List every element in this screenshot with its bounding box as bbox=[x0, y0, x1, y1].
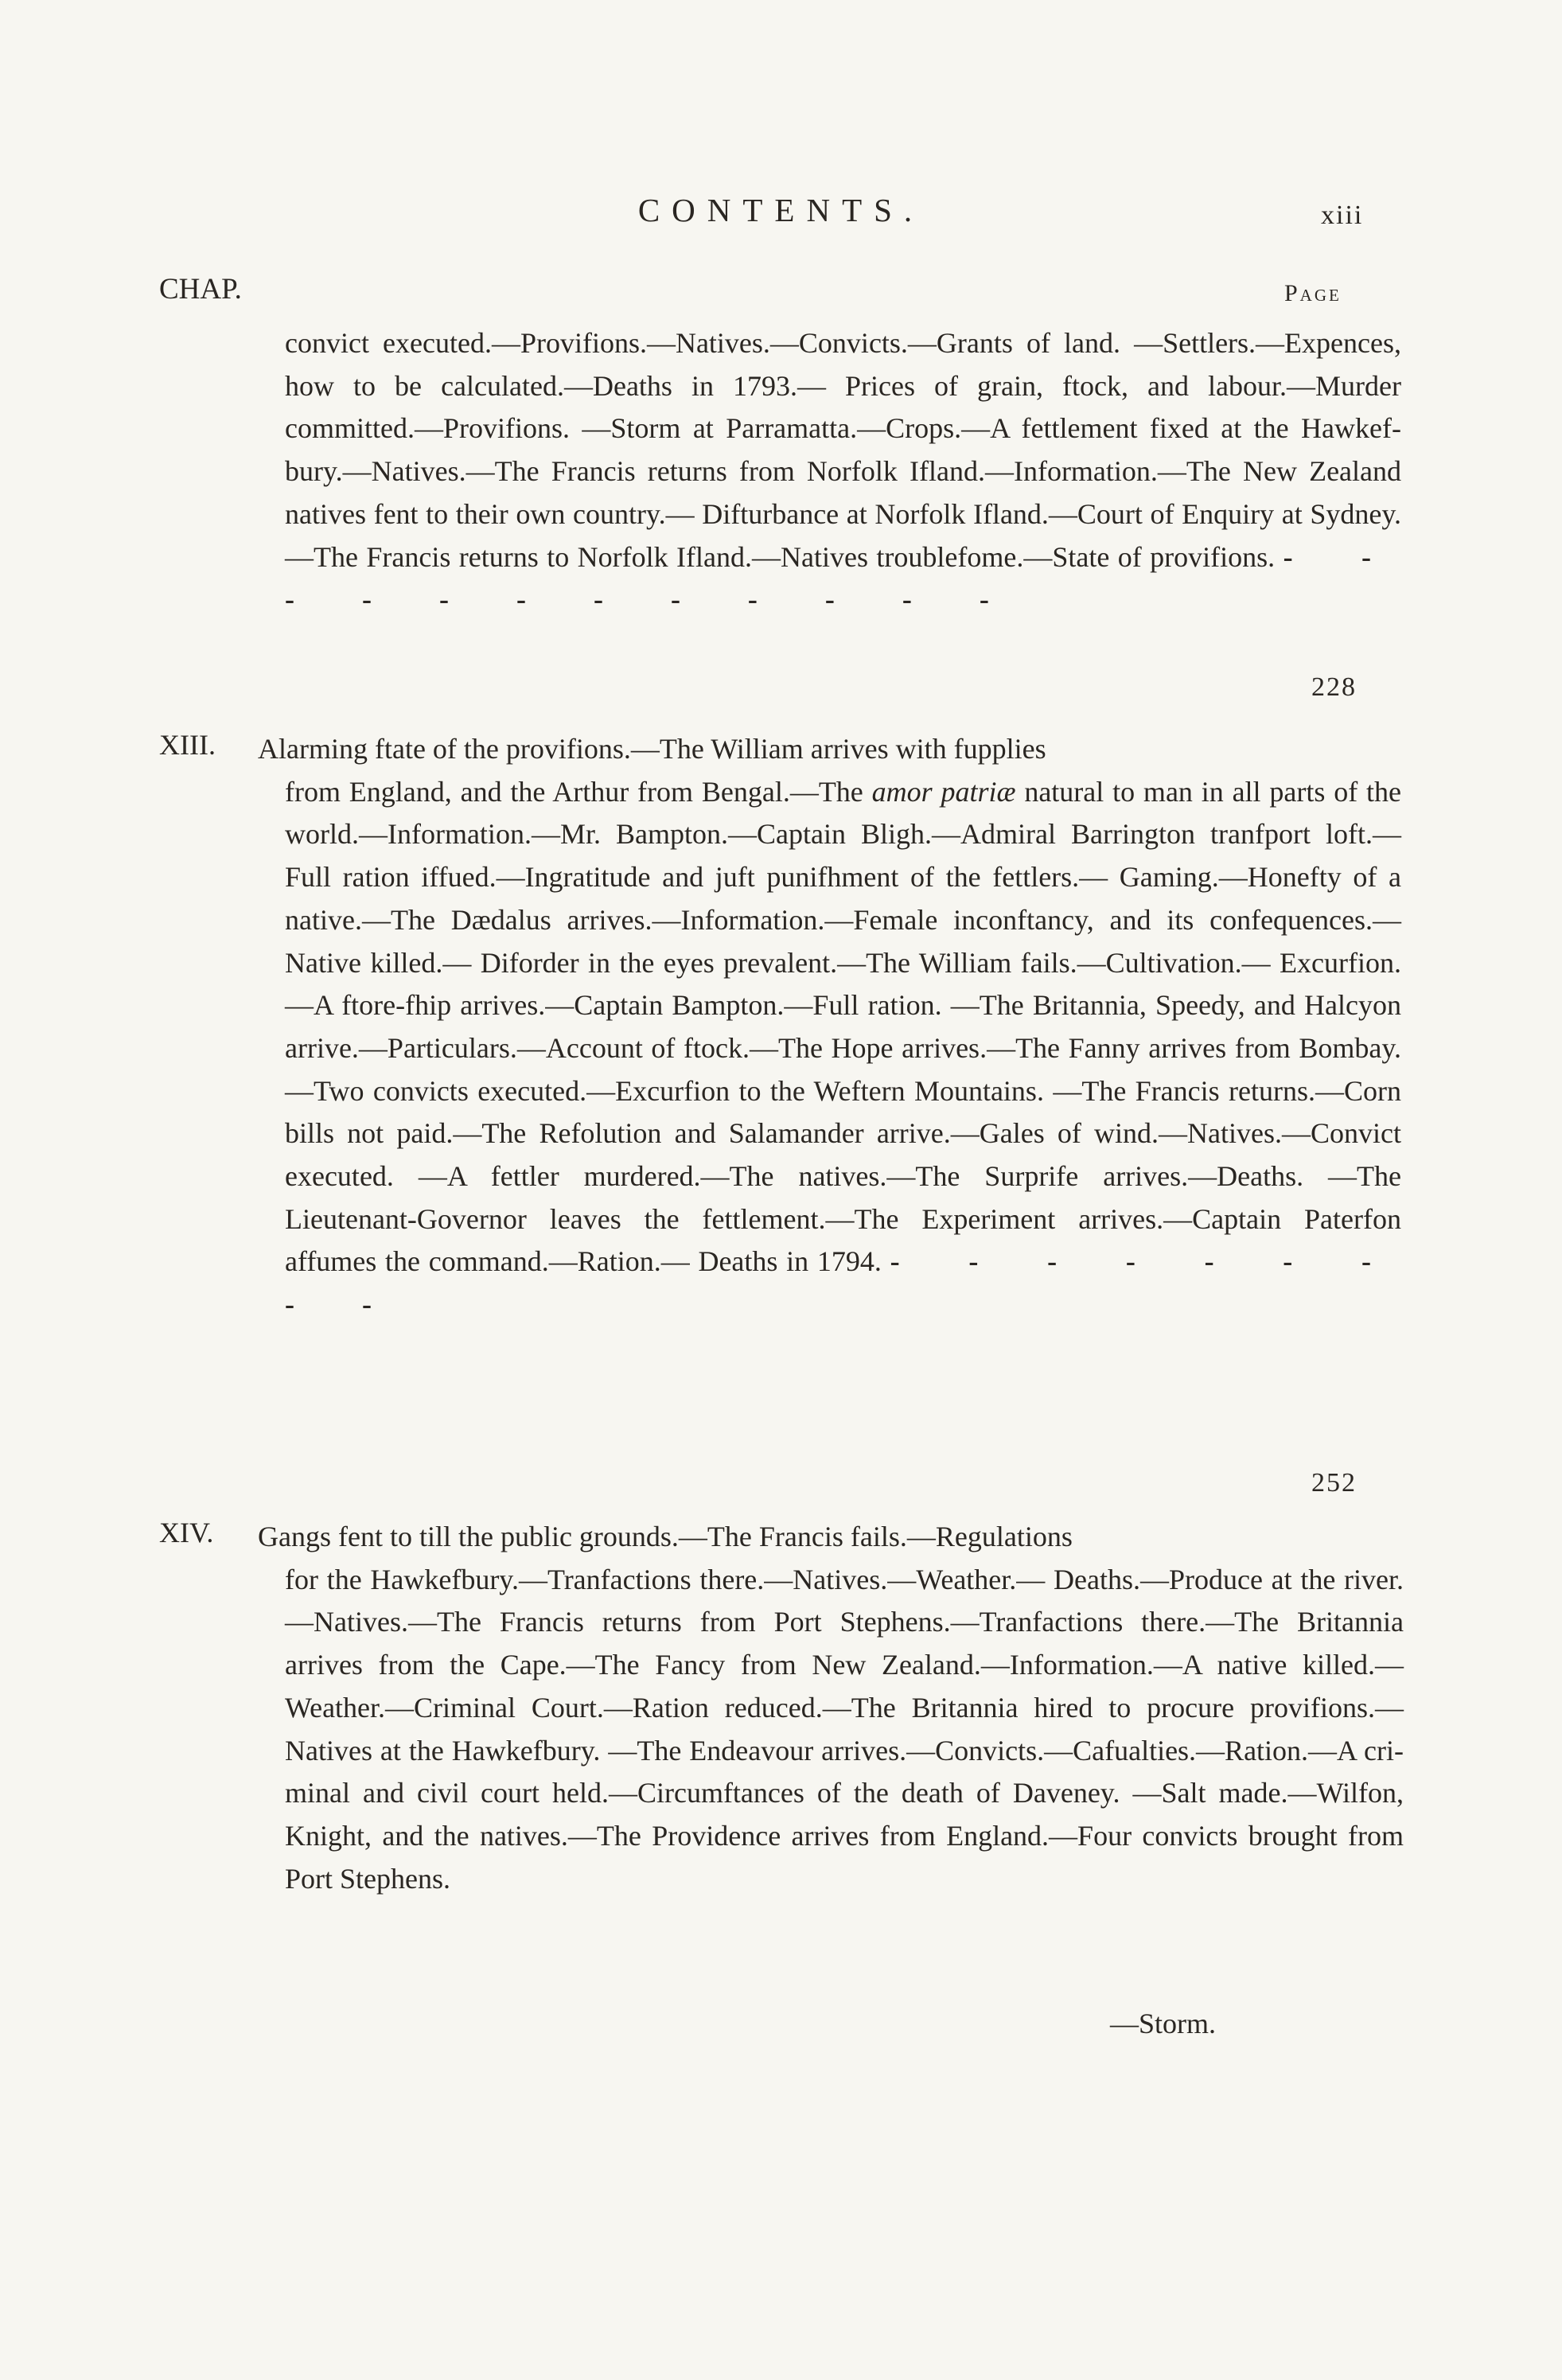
entry-text bbox=[285, 322, 1401, 621]
page-column-heading: Page bbox=[1284, 280, 1342, 306]
running-title: CONTENTS. bbox=[637, 192, 925, 228]
folio-number: xiii bbox=[1321, 201, 1364, 230]
dot-leader: - - - - - - - - - bbox=[285, 1245, 1402, 1321]
chapter-numeral: XIV. bbox=[159, 1517, 214, 1548]
chap-column-heading: CHAP. bbox=[159, 273, 242, 306]
dot-leader: - - - - - - - - - - - - bbox=[285, 540, 1401, 616]
entry-summary-cont: natural to man in all parts of the world.—Information.—Mr. Bampton.—Captain Bligh.—Admiral Barrington tranfport loft.—Full ration iffued.—Ingratitude and juft punifhment of the fettlers.— Gaming.—Honefty of a native.—The Dædalus arrives.—Information.—Female inconftancy, and its confequences.—Native killed.— Diforder in the eyes prevalent.—The William fails.—Cultivation.— Excurfion.—A ftore-fhip arrives.—Captain Bampton.—Full ration. —The Britannia, Speedy, and Halcyon arrive.—Particulars.—Account of ftock.—The Hope arrives.—The Fanny arrives from Bombay.—Two convicts executed.—Excurfion to the Weftern Mountains. —The Francis returns.—Corn bills not paid.—The Refolution and Salamander arrive.—Gales of wind.—Natives.—Convict executed. —A fettler murdered.—The natives.—The Surprife arrives.—Deaths. —The Lieutenant-Governor leaves the fettlement.—The Experiment arrives.—Captain Paterfon affumes the command.—Ration.— Deaths in 1794. bbox=[285, 775, 1401, 1278]
chapter-numeral: XIII. bbox=[159, 729, 216, 761]
page-number: 252 bbox=[1311, 1468, 1357, 1498]
entry-summary: convict executed.—Provifions.—Natives.—Convicts.—Grants of land. —Settlers.—Expences, how to be calculated.—Deaths in 1793.— Prices of grain, ftock, and labour.—Murder committed.—Provifions. —Storm at Parramatta.—Crops.—A fettlement fixed at the Hawkefbury.—Natives.—The Francis returns from Norfolk Ifland.—Information.—The New Zealand natives fent to their own country.— Difturbance at Norfolk Ifland.—Court of Enquiry at Sydney.—The Francis returns to Norfolk Ifland.—Natives troublefome.—State of provifions. bbox=[285, 327, 1401, 573]
entry-continuation: for the Hawkefbury.—Tranfactions there.—Natives.—Weather.— Deaths.—Produce at the river.—Natives.—The Francis returns from Port Stephens.—Tranfactions there.—The Britannia arrives from the Cape.—The Fancy from New Zealand.—Information.—A native killed.—Weather.—Criminal Court.—Ration reduced.—The Britannia hired to procure provifions.—Natives at the Hawkefbury. —The Endeavour arrives.—Convicts.—Cafualties.—Ration.—A criminal and civil court held.—Circumftances of the death of Daveney. —Salt made.—Wilfon, Knight, and the natives.—The Providence arrives from England.—Four convicts brought from Port Stephens. bbox=[285, 1563, 1404, 1895]
entry-first-line: Alarming ftate of the provifions.—The William arrives with fupplies bbox=[258, 733, 1046, 765]
entry-summary: from England, and the Arthur from Bengal.—The bbox=[285, 775, 872, 808]
page-number: 228 bbox=[1311, 672, 1357, 702]
entry-text bbox=[258, 1516, 1404, 1900]
entry-text bbox=[258, 728, 1401, 1326]
latin-phrase: amor patriæ bbox=[871, 775, 1016, 808]
catchword: —Storm. bbox=[1110, 2008, 1217, 2039]
entry-continuation bbox=[258, 771, 1401, 1326]
entry-first-line: Gangs fent to till the public grounds.—The Francis fails.—Regulations bbox=[258, 1521, 1073, 1552]
